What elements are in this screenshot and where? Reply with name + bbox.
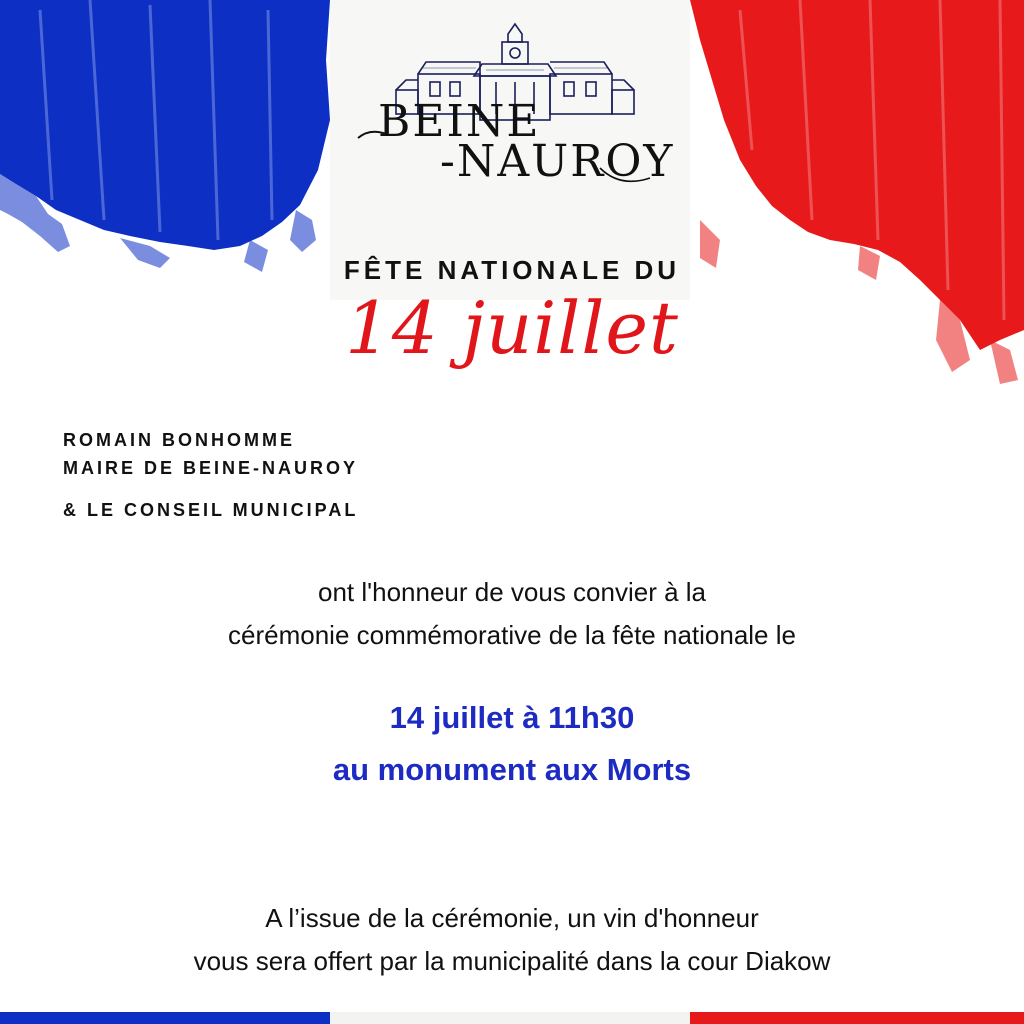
mayor-role: MAIRE DE BEINE-NAUROY bbox=[63, 458, 359, 478]
closing-line-1: A l’issue de la cérémonie, un vin d'honneur bbox=[265, 903, 759, 933]
event-datetime: 14 juillet à 11h30 bbox=[389, 700, 635, 735]
closing-line-2: vous sera offert par la municipalité dans la cour Diakow bbox=[193, 946, 831, 976]
bottom-blue-strip bbox=[0, 1012, 330, 1024]
date-script-heading: 14 juillet bbox=[345, 286, 679, 370]
event-place: au monument aux Morts bbox=[332, 752, 692, 787]
blue-brush-stroke bbox=[0, 0, 330, 250]
bottom-white-strip bbox=[330, 1012, 690, 1024]
bottom-red-strip bbox=[690, 1012, 1024, 1024]
mayor-name: ROMAIN BONHOMME bbox=[63, 430, 295, 450]
invitation-line-1: ont l'honneur de vous convier à la bbox=[318, 577, 706, 607]
invitation-line-2: cérémonie commémorative de la fête nationale le bbox=[228, 620, 796, 650]
council-line: & LE CONSEIL MUNICIPAL bbox=[63, 500, 359, 520]
town-logo bbox=[356, 96, 676, 186]
logo-line-beine: BEINE bbox=[378, 96, 541, 147]
logo-line-nauroy: -NAUROY bbox=[440, 136, 675, 187]
page-title: FÊTE NATIONALE DU bbox=[343, 255, 681, 285]
